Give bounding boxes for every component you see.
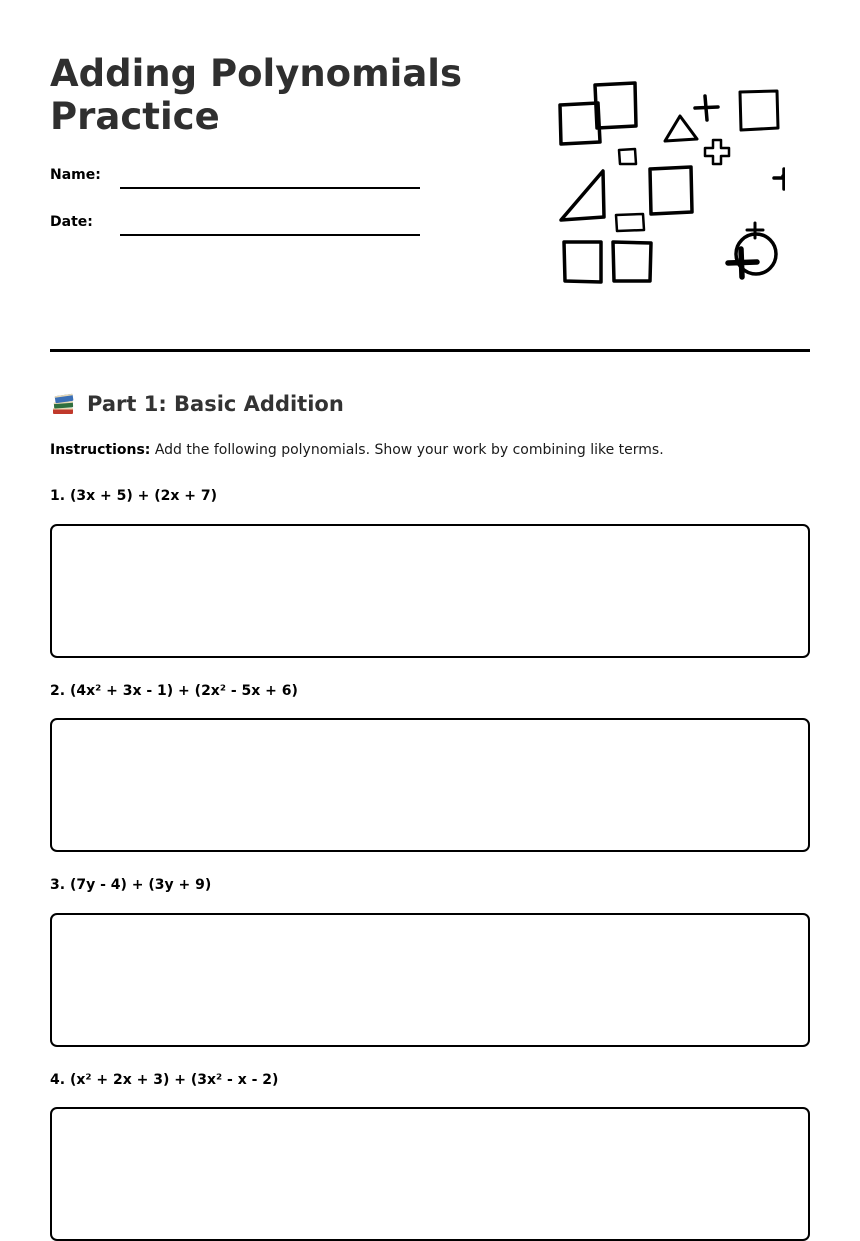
books-icon [50,391,76,417]
problem-1-label [50,486,217,506]
problem-number: 1. [50,488,66,504]
problem-number: 2. [50,683,66,699]
name-field[interactable] [50,166,420,190]
page-title [50,52,510,138]
header-divider [50,349,810,352]
title-line-2: Practice [50,95,220,138]
problem-expression: (7y - 4) + (3y + 9) [69,877,212,893]
problem-number: 3. [50,877,66,893]
geometric-shapes-doodle-icon [555,78,785,290]
instructions [50,440,810,460]
date-write-line[interactable] [120,234,420,236]
answer-box-2[interactable] [50,718,810,852]
answer-box-1[interactable] [50,524,810,658]
date-label: Date: [50,214,93,230]
part1-heading-text: Part 1: Basic Addition [87,392,344,416]
date-field[interactable] [50,213,420,237]
problem-expression: (x² + 2x + 3) + (3x² - x - 2) [69,1072,279,1088]
instructions-label: Instructions: [50,442,151,458]
part1-heading [50,389,344,419]
answer-box-4[interactable] [50,1107,810,1241]
name-write-line[interactable] [120,187,420,189]
problem-2-label [50,681,298,701]
instructions-text: Add the following polynomials. Show your work by combining like terms. [150,442,664,458]
problem-number: 4. [50,1072,66,1088]
problem-4-label [50,1070,278,1090]
problem-expression: (4x² + 3x - 1) + (2x² - 5x + 6) [69,683,298,699]
answer-box-3[interactable] [50,913,810,1047]
problem-expression: (3x + 5) + (2x + 7) [69,488,217,504]
title-line-1: Adding Polynomials [50,52,463,95]
name-label: Name: [50,167,101,183]
problem-3-label [50,875,211,895]
